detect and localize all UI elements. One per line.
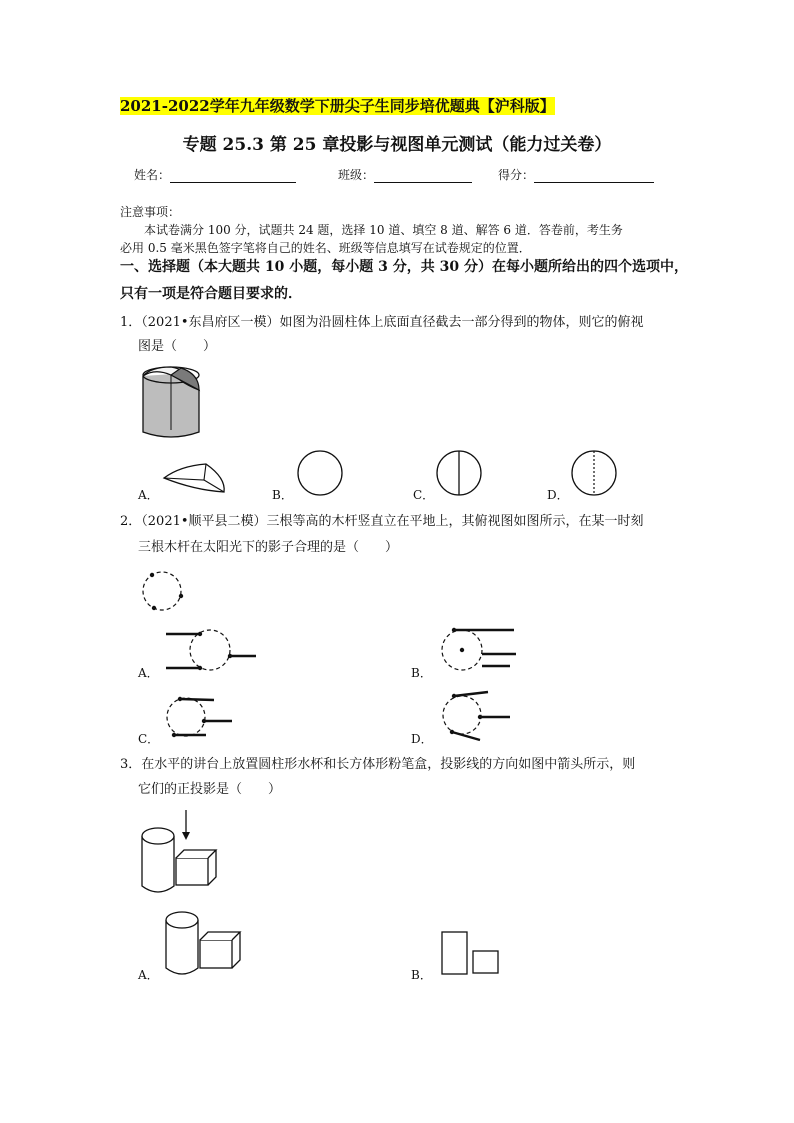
q3-option-a-label[interactable]: A．: [138, 968, 159, 982]
series-header: [120, 96, 555, 116]
q1-option-b-label[interactable]: B．: [272, 488, 293, 502]
name-field: [134, 166, 296, 183]
q2-option-b-label[interactable]: B．: [411, 666, 432, 680]
q2-option-d-label[interactable]: D．: [411, 732, 433, 746]
header-series: 学年九年级数学下册尖子生同步培优题典【沪科版】: [209, 97, 555, 115]
q1-option-b-figure[interactable]: [297, 450, 345, 498]
q2-stem-line-1: 2．（2021•顺平县二模）三根等高的木杆竖直立在平地上，其俯视图如图所示，在某一时刻: [120, 514, 644, 529]
name-blank[interactable]: [170, 168, 296, 183]
notes-line-1: 本试卷满分 100 分，试题共 24 题，选择 10 道、填空 8 道、解答 6 道．答卷前，考生务: [144, 223, 623, 237]
score-field: [498, 166, 654, 183]
notes-line-2: 必用 0.5 毫米黑色签字笔将自己的姓名、班级等信息填写在试卷规定的位置．: [120, 241, 531, 255]
q3-stem-line-1: 3．在水平的讲台上放置圆柱形水杯和长方体形粉笔盒，投影线的方向如图中箭头所示，则: [120, 757, 636, 772]
q3-option-b-label[interactable]: B．: [411, 968, 432, 982]
q2-option-a-figure[interactable]: [164, 626, 259, 676]
class-label: 班级：: [338, 168, 375, 182]
class-field: [338, 166, 472, 183]
header-year: 2021-2022: [120, 97, 210, 115]
class-blank[interactable]: [374, 168, 472, 183]
score-blank[interactable]: [534, 168, 654, 183]
q2-option-d-figure[interactable]: [438, 690, 523, 745]
q1-option-a-figure[interactable]: [160, 460, 230, 500]
q1-option-d-figure[interactable]: [571, 450, 619, 498]
q1-stem-line-2: 图是（ ）: [138, 339, 217, 354]
q1-option-a-label[interactable]: A．: [138, 488, 159, 502]
q2-option-c-figure[interactable]: [160, 694, 245, 744]
q1-stem-line-1: 1．（2021•东昌府区一模）如图为沿圆柱体上底面直径截去一部分得到的物体，则它的俯视: [120, 315, 644, 330]
q3-stem-line-2: 它们的正投影是（ ）: [138, 782, 282, 797]
q1-option-d-label[interactable]: D．: [547, 488, 569, 502]
section-1-line-1: 一、选择题（本大题共 10 小题，每小题 3 分，共 30 分）在每小题所给出的四个选项中，: [120, 259, 688, 275]
q1-cut-cylinder-figure: [135, 362, 215, 442]
q2-stem-line-2: 三根木杆在太阳光下的影子合理的是（ ）: [138, 540, 399, 555]
q1-option-c-figure[interactable]: [436, 450, 484, 498]
q2-option-a-label[interactable]: A．: [138, 666, 159, 680]
score-label: 得分：: [498, 168, 535, 182]
page-title: 专题 25.3 第 25 章投影与视图单元测试（能力过关卷）: [182, 135, 612, 155]
name-label: 姓名：: [134, 168, 171, 182]
q1-option-c-label[interactable]: C．: [413, 488, 435, 502]
q2-top-view-figure: [140, 570, 190, 615]
q2-option-b-figure[interactable]: [438, 624, 523, 674]
section-1-line-2: 只有一项是符合题目要求的．: [120, 286, 302, 302]
q3-option-b-figure[interactable]: [438, 928, 503, 980]
q2-option-c-label[interactable]: C．: [138, 732, 160, 746]
q3-option-a-figure[interactable]: [162, 906, 247, 981]
q3-cup-and-box-figure: [138, 808, 223, 898]
notes-heading: 注意事项：: [120, 205, 181, 219]
